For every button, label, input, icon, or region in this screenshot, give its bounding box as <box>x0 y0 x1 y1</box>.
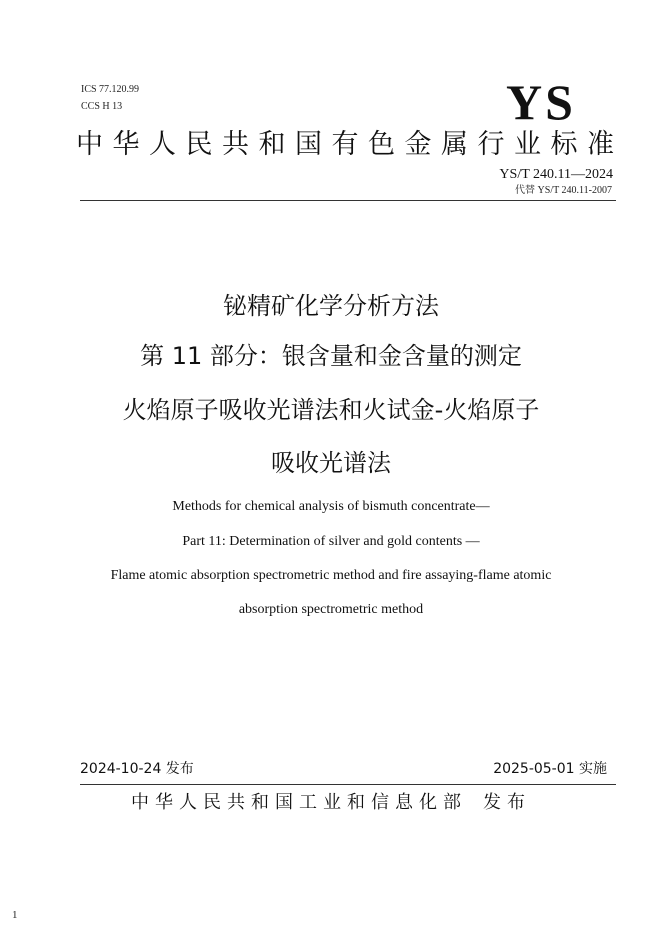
issue-date: 2024-10-24 发布 <box>80 761 194 777</box>
header-divider <box>80 200 616 201</box>
page-number: 1 <box>12 909 18 921</box>
ccs-code: CCS H 13 <box>81 101 123 112</box>
publisher <box>60 791 602 815</box>
standard-title: 中华人民共和国有色金属行业标准 <box>76 129 624 160</box>
footer-divider <box>80 784 616 785</box>
title-cn-line-2: 第 11 部分：银含量和金含量的测定 <box>140 342 522 370</box>
standard-number: YS/T 240.11—2024 <box>499 167 613 182</box>
implement-date: 2025-05-01 实施 <box>493 761 607 777</box>
title-cn-line-1: 铋精矿化学分析方法 <box>223 292 439 320</box>
title-cn-line-4: 吸收光谱法 <box>271 449 391 477</box>
ys-logo: YS <box>506 74 576 130</box>
title-en-line-1: Methods for chemical analysis of bismuth concentrate— <box>172 499 490 514</box>
title-cn-line-3: 火焰原子吸收光谱法和火试金-火焰原子 <box>122 396 540 424</box>
title-en-line-3: Flame atomic absorption spectrometric method and fire assaying-flame atomic <box>110 568 552 583</box>
publisher-action: 发布 <box>483 792 531 813</box>
title-en-line-2: Part 11: Determination of silver and gold contents — <box>182 534 480 549</box>
publisher-org: 中华人民共和国工业和信息化部 <box>131 792 467 813</box>
replaces-note: 代替 YS/T 240.11-2007 <box>515 185 612 196</box>
title-en-line-4: absorption spectrometric method <box>238 602 424 617</box>
ics-code: ICS 77.120.99 <box>81 84 140 95</box>
